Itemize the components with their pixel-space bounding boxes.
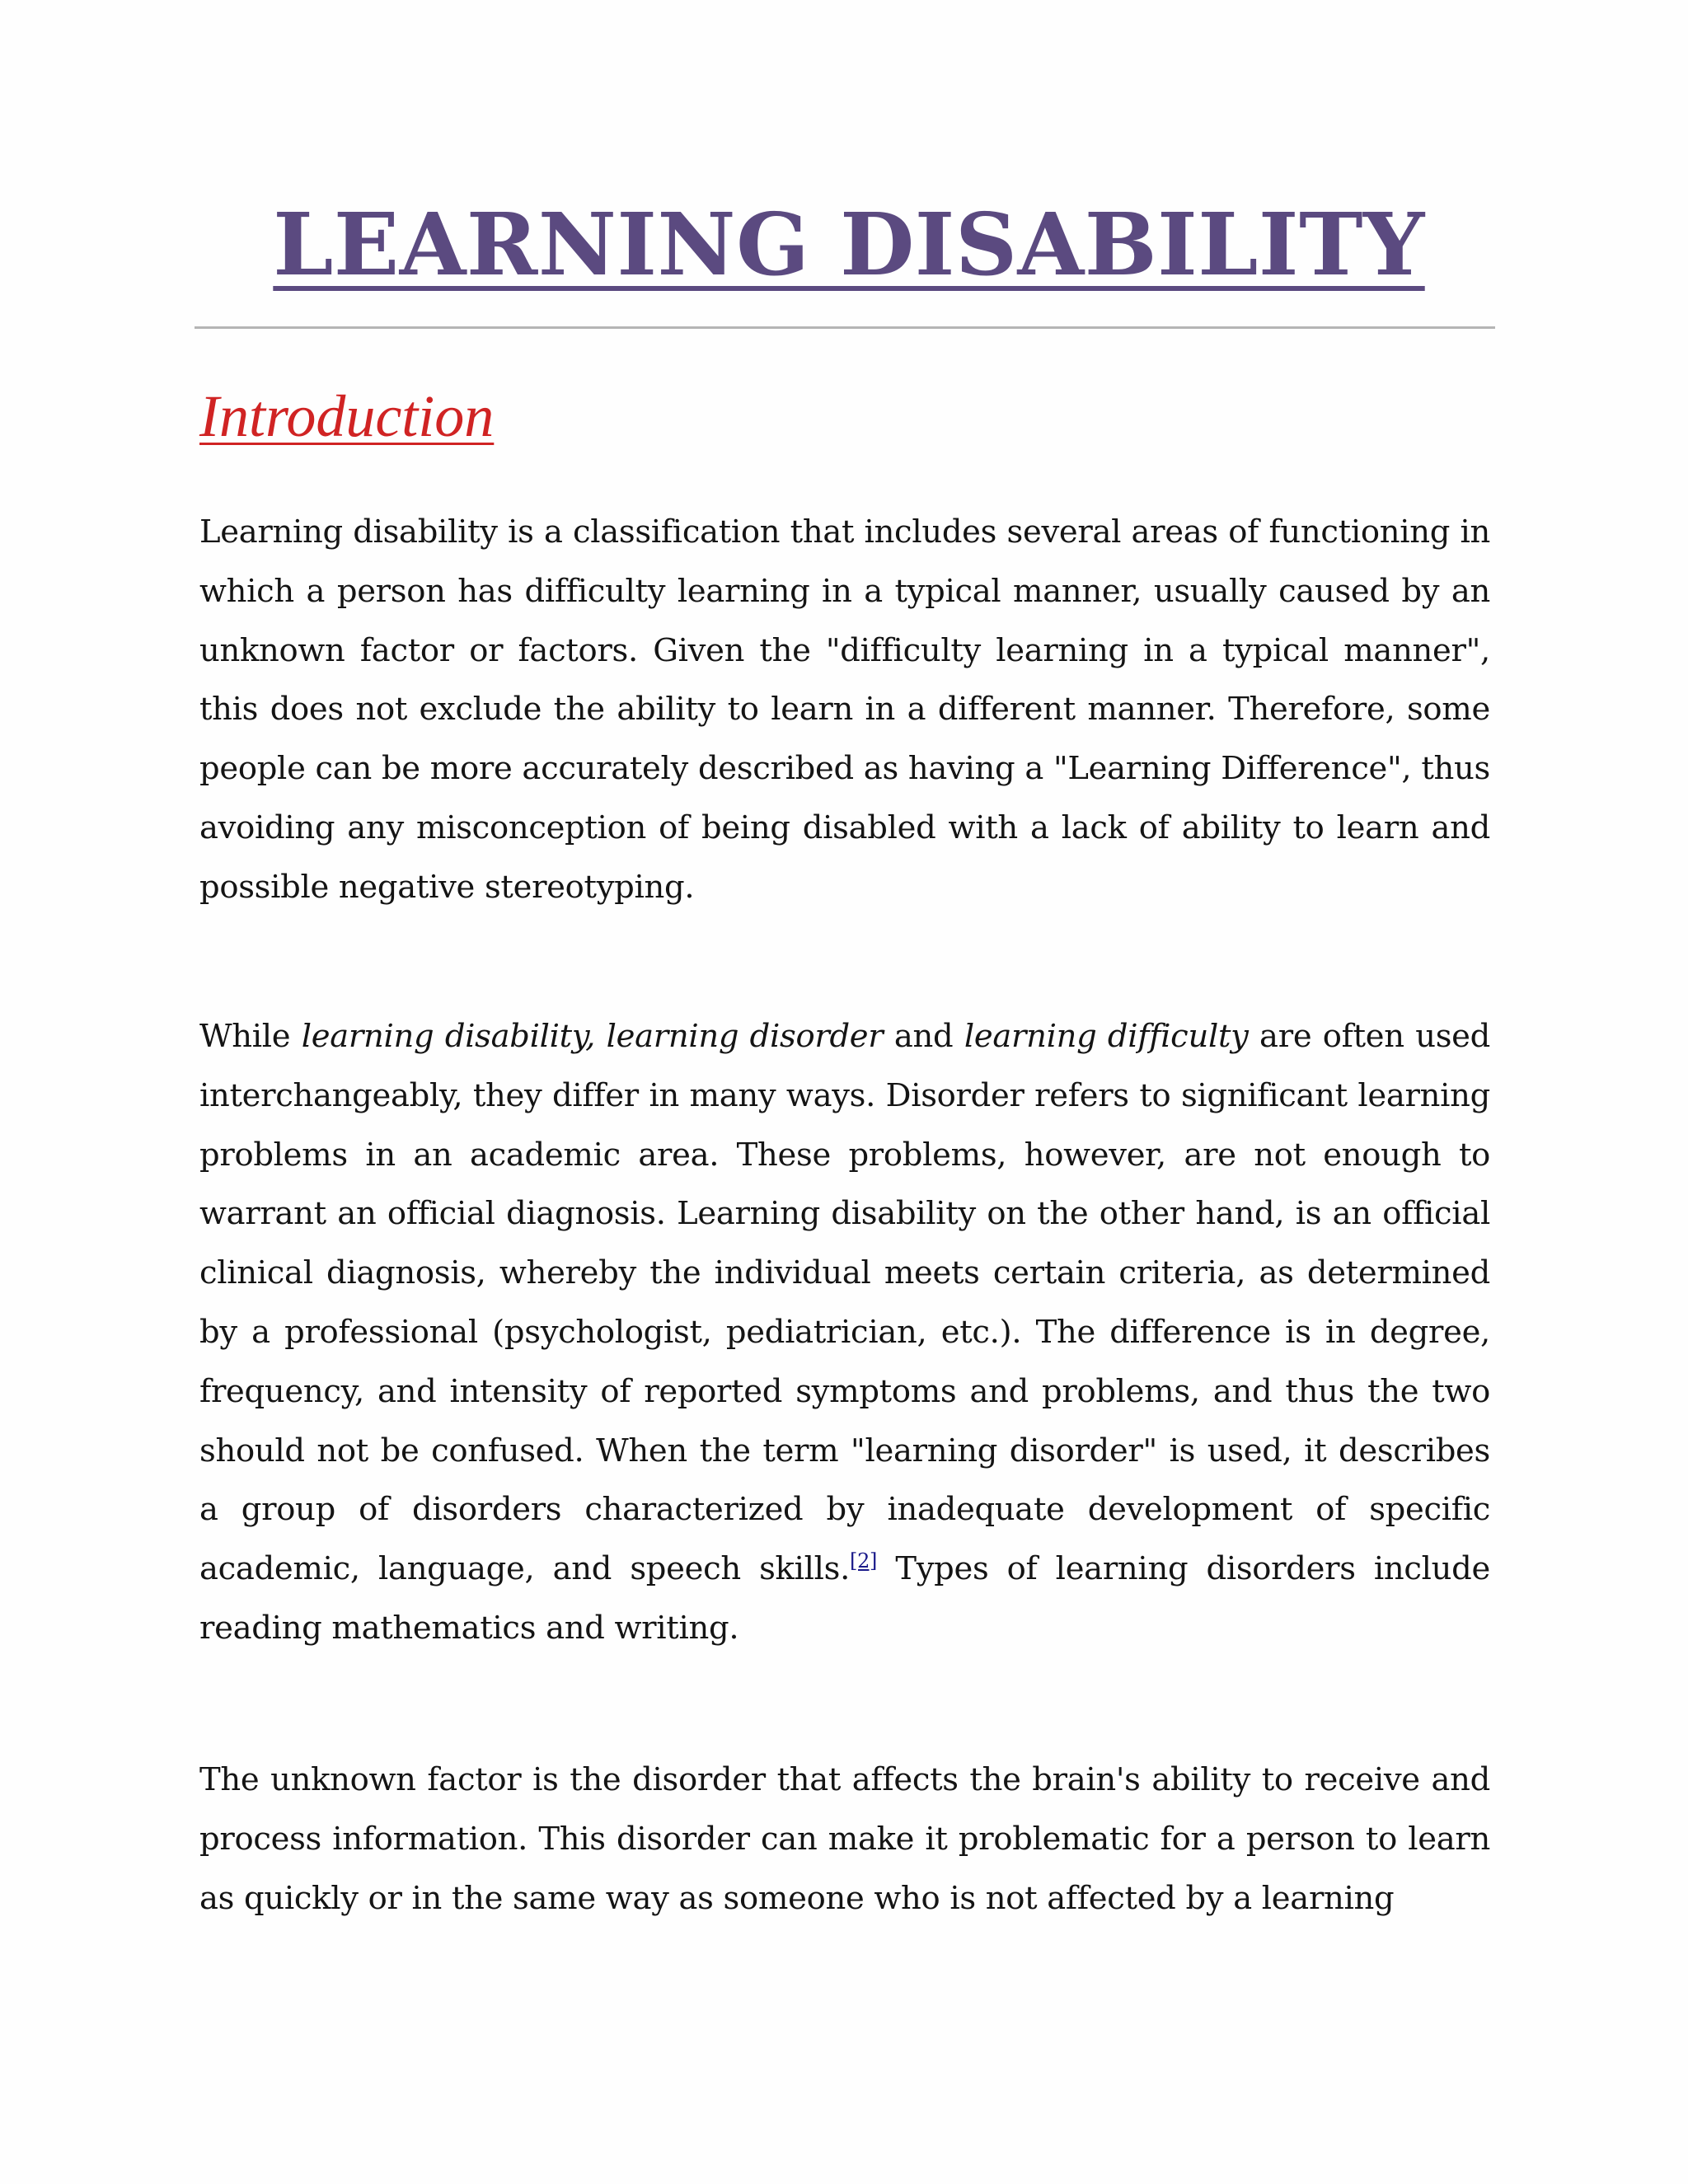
paragraph-2-term-1: learning disability, learning disorder [301,1018,884,1055]
paragraph-2-conj: and [883,1018,964,1055]
paragraph-3: The unknown factor is the disorder that affects the brain's ability to receive and process information. This disorder can make it problematic for a person to learn as quickly or in the same way as someone who is not affected by a learning [199,1761,1490,1917]
paragraph-2-lead: While [199,1018,302,1055]
title-divider [195,326,1495,329]
paragraph-2-term-2: learning difficulty [964,1018,1249,1055]
paragraph-2-tail: Types of learning disorders include reading mathematics and writing. [199,1550,1490,1647]
paragraph-2-body: are often used interchangeably, they differ in many ways. Disorder refers to significant learning problems in an academic area. These problems, however, are not enough to warrant an official diagnosis. Learning disability on the other hand, is an official clinical diagnosis, whereby the individual meets certain criteria, as determined by a professional (psychologist, pediatrician, etc.). The difference is in degree, frequency, and intensity of reported symptoms and problems, and thus the two should not be confused. When the term "learning disorder" is used, it describes a group of disorders characterized by inadequate development of specific academic, language, and speech skills. [199,1018,1491,1588]
document-title: LEARNING DISABILITY [273,194,1425,295]
citation-link[interactable]: [2] [850,1549,878,1573]
section-heading-introduction: Introduction [199,383,495,449]
paragraph-2 [199,1007,1490,1658]
paragraph-1: Learning disability is a classification that includes several areas of functioning in which a person has difficulty learning in a typical manner, usually caused by an unknown factor or factors. Given the "difficulty learning in a typical manner", this does not exclude the ability to learn in a different manner. Therefore, some people can be more accurately described as having a "Learning Difference", thus avoiding any misconception of being disabled with a lack of ability to learn and possible negative stereotyping. [199,513,1490,906]
